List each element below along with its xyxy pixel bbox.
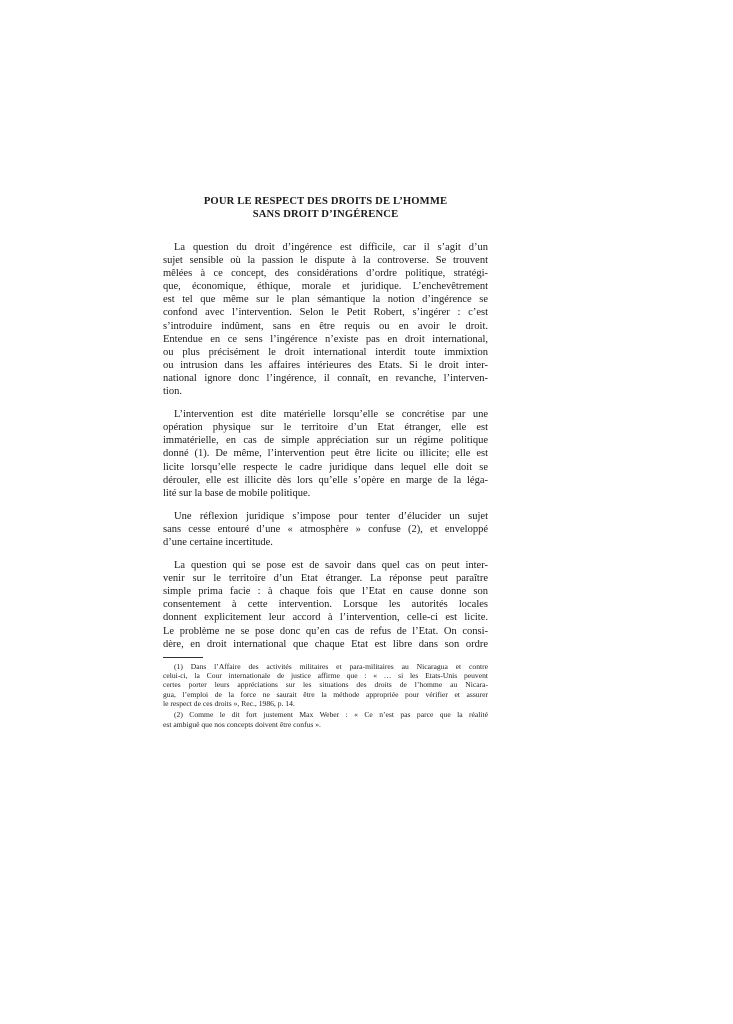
- footnote-separator: [163, 657, 203, 658]
- text-line: mêlées à ce concept, des considérations d’ordre politique, stratégi-: [163, 268, 488, 280]
- text-line: dère, en droit international que chaque Etat est libre dans son ordre: [163, 638, 488, 650]
- text-line: simple prima facie : à chaque fois que l’Etat en cause donne son: [163, 586, 488, 598]
- text-line: Le problème ne se pose donc qu’en cas de refus de l’Etat. On consi-: [163, 625, 488, 637]
- text-line: licite lorsqu’elle respecte le cadre juridique dans lequel elle doit se: [163, 461, 488, 473]
- text-line: lité sur la base de mobile politique.: [163, 487, 311, 499]
- text-line: consentement à cette intervention. Lorsque les autorités locales: [163, 599, 488, 611]
- text-line: national ignore donc l’ingérence, il connaît, en revanche, l’interven-: [163, 372, 488, 384]
- text-line: sans cesse entouré d’une « atmosphère » confuse (2), et enveloppé: [163, 523, 488, 535]
- footnote-1: [163, 662, 488, 708]
- text-line: Entendue en ce sens l’ingérence n’existe pas en droit international,: [163, 333, 488, 345]
- paragraph-1: [163, 241, 488, 398]
- text-line: d’une certaine incertitude.: [163, 536, 273, 548]
- paragraph-3: [163, 510, 488, 549]
- document-page: [163, 196, 488, 729]
- text-line: ou plus précisément le droit international interdit toute immixtion: [163, 346, 488, 358]
- footnote-line: le respect de ces droits », Rec., 1986, p. 14.: [163, 698, 295, 708]
- paragraph-2: [163, 408, 488, 500]
- text-line: est tel que même sur le plan sémantique la notion d’ingérence se: [163, 294, 488, 306]
- text-line: donné (1). De même, l’intervention peut être licite ou illicite; elle est: [163, 448, 488, 460]
- text-line: La question du droit d’ingérence est difficile, car il s’agit d’un: [174, 242, 488, 253]
- text-line: tion.: [163, 386, 182, 398]
- text-line: Une réflexion juridique s’impose pour tenter d’élucider un sujet: [174, 510, 488, 522]
- text-line: opération physique sur le territoire d’un Etat étranger, elle est: [163, 422, 488, 434]
- text-line: confond avec l’intervention. Selon le Petit Robert, s’ingérer : c’est: [163, 307, 488, 319]
- footnote-line: celui-ci, la Cour internationale de justice affirme que : « … si les Etats-Unis peuvent: [163, 671, 488, 681]
- text-line: La question qui se pose est de savoir dans quel cas on peut inter-: [174, 560, 488, 572]
- footnote-line: (1) Dans l’Affaire des activités militaires et para-militaires au Nicaragua et contre: [174, 661, 488, 671]
- text-line: venir sur le territoire d’un Etat étranger. La réponse peut paraître: [163, 573, 488, 585]
- text-line: dérouler, elle est illicite dès lors qu’elle s’opère en marge de la léga-: [163, 474, 488, 486]
- text-line: s’introduire indûment, sans en être requis ou en avoir le droit.: [163, 320, 488, 332]
- footnote-line: (2) Comme le dit fort justement Max Weber : « Ce n’est pas parce que la réalité: [174, 710, 488, 720]
- text-line: ou intrusion dans les affaires intérieures des Etats. Si le droit inter-: [163, 359, 488, 371]
- text-line: sujet sensible où la passion le dispute à la controverse. Se trouvent: [163, 255, 488, 267]
- text-line: que, économique, éthique, morale et juridique. L’enchevêtrement: [163, 281, 488, 293]
- footnote-line: gua, l’emploi de la force ne saurait être la méthode appropriée pour vérifier et assurer: [163, 689, 488, 699]
- title-line-1: POUR LE RESPECT DES DROITS DE L’HOMME: [203, 196, 448, 207]
- page-title: [163, 196, 488, 221]
- title-line-2: SANS DROIT D’INGÉRENCE: [252, 208, 399, 220]
- paragraph-4: [163, 559, 488, 651]
- footnote-line: certes porter leurs appréciations sur les situations des droits de l’homme au Nicara-: [163, 680, 488, 690]
- text-line: donnent explicitement leur accord à l’intervention, celle-ci est licite.: [163, 612, 488, 624]
- text-line: immatérielle, en cas de simple appréciation sur un régime politique: [163, 435, 488, 447]
- footnote-2: [163, 710, 488, 729]
- text-line: L’intervention est dite matérielle lorsqu’elle se concrétise par une: [174, 409, 488, 421]
- footnote-line: est ambiguë que nos concepts doivent être confus ».: [163, 719, 321, 729]
